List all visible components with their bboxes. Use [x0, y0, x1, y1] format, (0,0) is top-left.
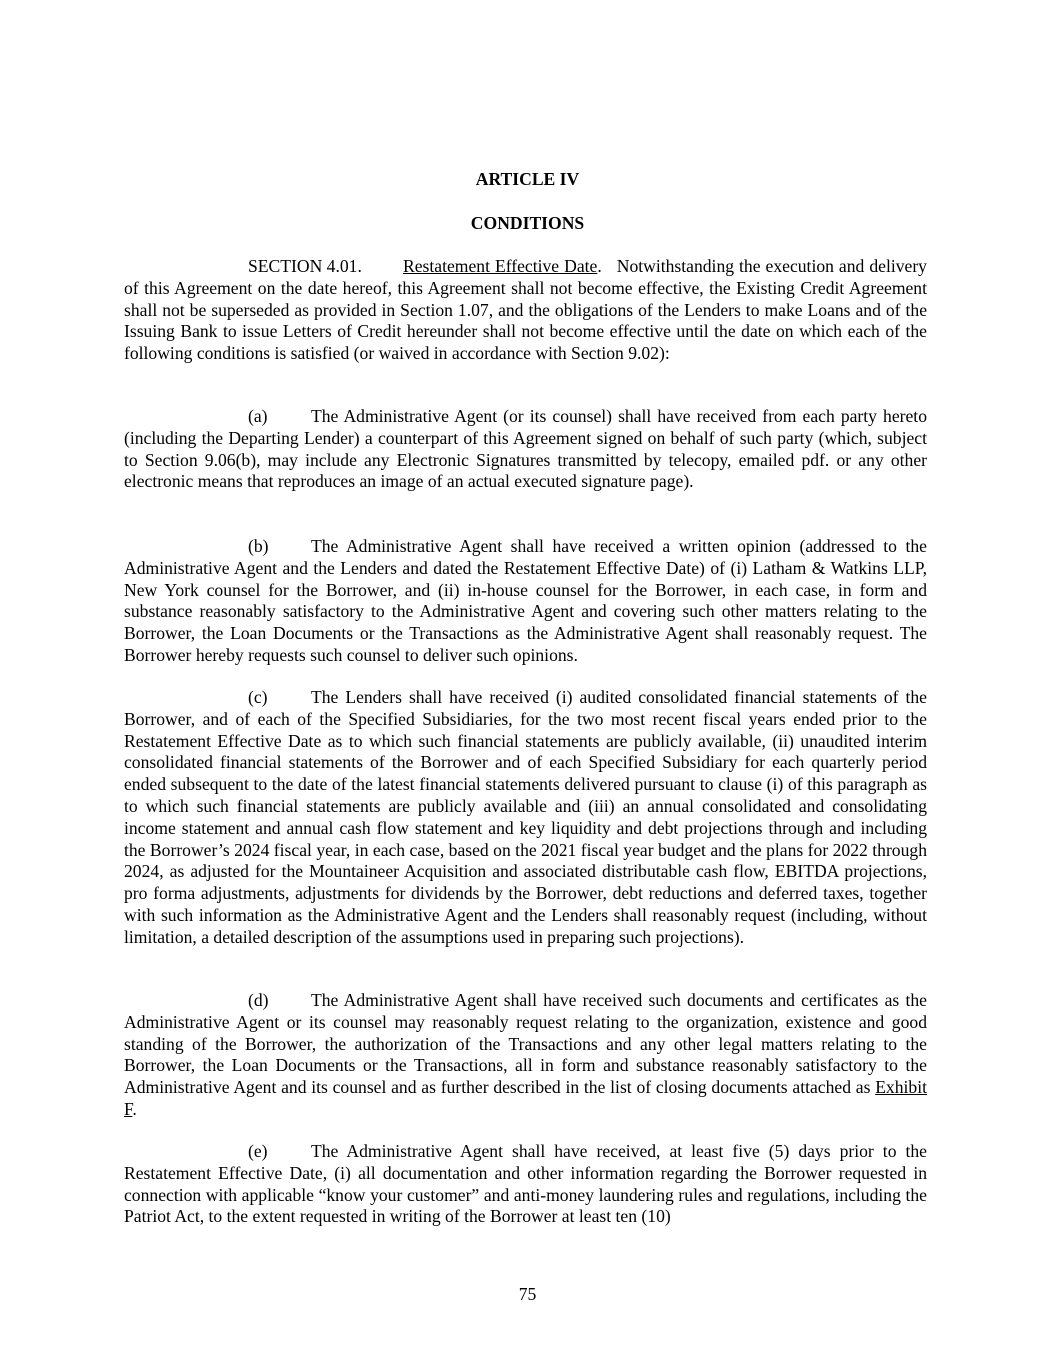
article-title: CONDITIONS [470, 213, 585, 233]
paragraph-text: The Administrative Agent shall have received such documents and certificates as the Administrative Agent or its counsel may reasonably request relating to the organization, existence and good standing of the Borrower, the authorization of the Transactions and any other legal matters relating to the Borrower, the Loan Documents or the Transactions, all in form and substance reasonably satisfactory to the Administrative Agent and its counsel and as further described in the list of closing documents attached as [124, 990, 927, 1098]
section-4-01-paragraph [124, 256, 927, 365]
paragraph-text: The Lenders shall have received (i) audited consolidated financial statements of the Borrower, and of each of the Specified Subsidiaries, for the two most recent fiscal years ended prior to the Restatement Effective Date as to which such financial statements are publicly available, (ii) unaudited interim consolidated financial statements of the Borrower and of each Specified Subsidiary for each quarterly period ended subsequent to the date of the latest financial statements delivered pursuant to clause (i) of this paragraph as to which such financial statements are publicly available and (iii) an annual consolidated and consolidating income statement and annual cash flow statement and key liquidity and debt projections through and including the Borrower’s 2024 fiscal year, in each case, based on the 2021 fiscal year budget and the plans for 2022 through 2024, as adjusted for the Mountaineer Acquisition and associated distributable cash flow, EBITDA projections, pro forma adjustments, adjustments for dividends by the Borrower, debt reductions and deferred taxes, together with such information as the Administrative Agent and the Lenders shall reasonably request (including, without limitation, a detailed description of the assumptions used in preparing such projections). [124, 687, 927, 947]
section-text: Notwithstanding the execution and delivery of this Agreement on the date hereof, this Agreement shall not become effective, the Existing Credit Agreement shall not be superseded as provided in Section 1.07, and the obligations of the Lenders to make Loans and of the Issuing Bank to issue Letters of Credit hereunder shall not become effective until the date on which each of the following conditions is satisfied (or waived in accordance with Section 9.02): [124, 256, 927, 364]
paragraph-label: (e) [248, 1141, 268, 1161]
paragraph-label: (a) [248, 406, 268, 426]
paragraph-d [124, 990, 927, 1121]
paragraph-label: (c) [248, 687, 268, 707]
article-number: ARTICLE IV [475, 169, 580, 189]
paragraph-b [124, 536, 927, 667]
paragraph-c [124, 687, 927, 949]
paragraph-e [124, 1141, 927, 1228]
paragraph-text: The Administrative Agent (or its counsel) shall have received from each party hereto (including the Departing Lender) a counterpart of this Agreement signed on behalf of such party (which, subject to Section 9.06(b), may include any Electronic Signatures transmitted by telecopy, emailed pdf. or any other electronic means that reproduces an image of an actual executed signature page). [124, 406, 927, 492]
paragraph-text: The Administrative Agent shall have received, at least five (5) days prior to the Restatement Effective Date, (i) all documentation and other information regarding the Borrower requested in connection with applicable “know your customer” and anti-money laundering rules and regulations, including the Patriot Act, to the extent requested in writing of the Borrower at least ten (10) [124, 1141, 927, 1227]
section-heading-period: . [597, 256, 602, 276]
paragraph-text-end: . [132, 1098, 137, 1119]
section-number: SECTION 4.01. [248, 256, 362, 276]
paragraph-a [124, 406, 927, 493]
exhibit-f-link[interactable]: Exhibit F [124, 1077, 927, 1119]
paragraph-text: The Administrative Agent shall have received a written opinion (addressed to the Administrative Agent and the Lenders and dated the Restatement Effective Date) of (i) Latham & Watkins LLP, New York counsel for the Borrower, and (ii) in-house counsel for the Borrower, in each case, in form and substance reasonably satisfactory to the Administrative Agent and covering such other matters relating to the Borrower, the Loan Documents or the Transactions as the Administrative Agent shall reasonably request. The Borrower hereby requests such counsel to deliver such opinions. [124, 536, 927, 665]
paragraph-label: (b) [248, 536, 269, 556]
page-number: 75 [518, 1284, 537, 1304]
paragraph-label: (d) [248, 990, 269, 1010]
section-heading: Restatement Effective Date [403, 256, 598, 276]
